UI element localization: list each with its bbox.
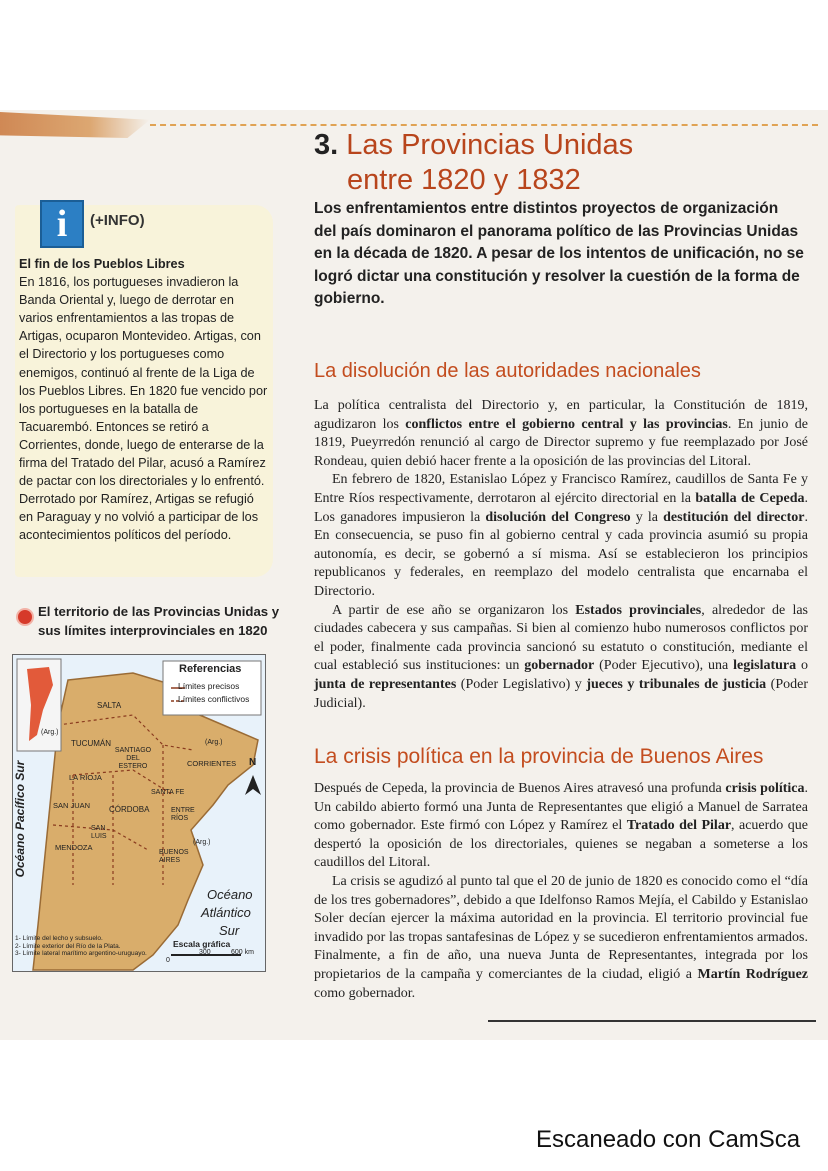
map-caption: El territorio de las Provincias Unidas y sus límites interprovinciales en 1820 <box>38 604 280 638</box>
crisis-paragraph <box>314 873 808 1003</box>
province-label-san-juan: SAN JUAN <box>53 801 91 810</box>
dashed-divider <box>150 124 818 126</box>
info-body: En 1816, los portugueses invadieron la Banda Oriental y, luego de derrotar en varios enfrentamientos a las tropas de Artigas, ocuparon Montevideo. Artigas, con el Directorio y los portugueses como enemigos, continuó al frente de la Liga de los Pueblos Libres. En 1820 fue vencido por los portugueses en la batalla de Tacuarembó. Entonces se retiró a Corrientes, donde, luego de enterarse de la firma del Tratado del Pilar, acusó a Ramírez de pactar con los directoriales y lo enfrentó. Derrotado por Ramírez, Artigas se refugió en Paraguay y no volvió a participar de los acontecimientos políticos del período. <box>19 275 268 543</box>
disolucion-paragraph <box>314 471 808 601</box>
text-run: Después de Cepeda, la provincia de Buenos Aires atravesó una profunda <box>314 781 726 796</box>
map-note-1: 1- Límite del lecho y subsuelo. <box>15 935 103 942</box>
atlantic-label-2: Atlántico <box>201 905 251 920</box>
atlantic-label-3: Sur <box>219 923 240 938</box>
chapter-title-line1: Las Provincias Unidas <box>346 129 634 161</box>
province-label-corrientes: CORRIENTES <box>187 759 237 768</box>
scale-0: 0 <box>166 957 170 964</box>
arg-label-2: (Arg.) <box>193 839 211 846</box>
pacific-label-wrap <box>12 750 28 890</box>
bold-term: junta de representantes <box>314 676 457 692</box>
bold-term: conflictos entre el gobierno central y las provincias <box>405 416 728 432</box>
province-label-santiago: SANTIAGO DEL ESTERO <box>114 747 152 770</box>
map-note-2: 2- Límite exterior del Río de la Plata. <box>15 942 121 950</box>
province-label-tucuman: TUCUMÁN <box>71 739 111 748</box>
text-run: En febrero de 1820, Estanislao López y Francisco Ramírez, caudillos de Santa Fe y Entre Ríos respectivamente, derrotaron al ejército directorial en la <box>314 472 808 506</box>
disolucion-paragraph <box>314 602 808 714</box>
info-icon: i <box>40 200 84 248</box>
text-run: como gobernador. <box>314 985 416 1001</box>
intro-paragraph: Los enfrentamientos entre distintos proyectos de organización del país dominaron el panorama político de las Provincias Unidas en la década de 1820. A pesar de los intentos de unificación, no se logró dictar una constitución y resolver la cuestión de la forma de gobierno. <box>314 200 804 307</box>
chapter-title-line2: entre 1820 y 1832 <box>347 164 581 196</box>
text-run: La crisis se agudizó al punto tal que el 20 de junio de 1820 es conocido como el “día de los tres gobernadores”, debido a que Idelfonso Ramos Mejía, el Cabildo y Estanislao Soler decían ejercer la máxima autoridad en la provincia. El territorio provincial fue invadido por las tropas santafesinas de López y se sucedieron enfrentamientos armados. Finalmente, a fin de año, una nueva Junta de Representantes, integrada por los propietarios de la campaña y comerciantes de la ciudad, eligió a <box>314 873 808 982</box>
bold-term: disolución del Congreso <box>485 509 631 525</box>
bold-term: Tratado del Pilar <box>626 818 732 834</box>
text-run: A partir de ese año se organizaron los <box>332 602 576 618</box>
section-body-disolucion <box>314 397 808 713</box>
text-run: y la <box>630 509 664 525</box>
text-run: (Poder Ejecutivo), una <box>594 658 734 674</box>
text-run: . En consecuencia, se puso fin al gobierno central y cada provincia asumió su propia autonomía, es decir, se gobernó a sí misma. Así se establecieron los principios republicanos y federales, en reemplazo del modelo centralista que encarnaba el Directorio. <box>314 509 808 599</box>
text-run: (Poder Judicial). <box>314 676 808 711</box>
bold-term: Martín Rodríguez <box>697 966 808 982</box>
section-body-crisis <box>314 780 808 1003</box>
section-title-disolucion: La disolución de las autoridades nacionales <box>314 360 701 382</box>
bold-term: Estados provinciales <box>575 602 702 618</box>
text-run: . Los ganadores impusieron la <box>314 490 808 525</box>
text-run: (Poder Legislativo) y <box>456 676 587 692</box>
province-label-buenos-aires: BUENOS AIRES <box>159 849 189 864</box>
bold-term: jueces y tribunales de justicia <box>586 676 767 692</box>
info-subtitle: El fin de los Pueblos Libres <box>19 257 185 271</box>
province-label-mendoza: MENDOZA <box>55 843 93 852</box>
info-label: (+INFO) <box>90 212 145 229</box>
map-note-3: 3- Límite lateral marítimo argentino-uruguayo. <box>15 950 147 957</box>
text-run: . Un cabildo abierto formó una Junta de Representantes que eligió a Manuel de Sarratea como gobernador. Este firmó con López y Ramírez el <box>314 781 809 834</box>
province-label-santa-fe: SANTA FE <box>151 789 185 796</box>
province-label-salta: SALTA <box>97 701 122 710</box>
text-run: , alrededor de las ciudades cabecera y sus campañas. Si bien al comienzo hubo numerosos conflictos por el poder, finalmente cada provincia sancionó su estatuto o constitución, mediante el cual estableció sus instituciones: un <box>314 602 809 674</box>
crisis-paragraph <box>314 780 808 873</box>
province-label-entre-rios: ENTRE RÍOS <box>171 807 195 822</box>
chapter-heading <box>314 128 754 198</box>
north-label: N <box>249 757 257 768</box>
bold-term: batalla de Cepeda <box>695 490 805 506</box>
arg-label-1: (Arg.) <box>205 739 223 746</box>
legend-title: Referencias <box>179 663 242 675</box>
map-figure <box>12 654 266 972</box>
bold-term: legislatura <box>733 658 797 674</box>
text-run: o <box>796 658 809 674</box>
text-run: , acuerdo que despertó la oposición de los directoriales, quienes se negaban a someterse a los caudillos del Litoral. <box>314 818 808 871</box>
end-rule <box>488 1020 816 1022</box>
province-label-cordoba: CÓRDOBA <box>109 805 150 814</box>
bold-term: crisis política <box>725 781 805 796</box>
text-run: La política centralista del Directorio y, en particular, la Constitución de 1819, agudizaron los <box>314 398 808 432</box>
province-label-san-luis: SAN LUIS <box>91 825 107 840</box>
bullet-icon <box>16 608 34 626</box>
legend-precise-label: Límites precisos <box>178 681 240 691</box>
legend-conflict-label: Límites conflictivos <box>178 694 250 704</box>
scale-300: 300 <box>199 949 211 956</box>
arg-label-3: (Arg.) <box>41 729 59 736</box>
text-run: . En junio de 1819, Pueyrredón renunció al cargo de Director supremo y fue reemplazado por José Rondeau, quien debió hacer frente a la oposición de las provincias del Litoral. <box>314 416 809 469</box>
bold-term: destitución del director <box>663 509 805 525</box>
province-label-la-rioja: LA RIOJA <box>69 773 102 782</box>
map-notes <box>15 935 155 958</box>
scale-title: Escala gráfica <box>173 939 231 949</box>
atlantic-label-1: Océano <box>207 887 253 902</box>
scanner-watermark: Escaneado con CamSca <box>536 1126 801 1153</box>
chapter-number: 3. <box>314 129 339 161</box>
disolucion-paragraph <box>314 397 808 471</box>
info-text-block <box>19 255 269 545</box>
pacific-label: Océano Pacífico Sur <box>13 760 27 878</box>
bold-term: gobernador <box>524 658 595 674</box>
scale-600: 600 km <box>231 949 254 956</box>
section-title-crisis: La crisis política en la provincia de Buenos Aires <box>314 745 764 768</box>
